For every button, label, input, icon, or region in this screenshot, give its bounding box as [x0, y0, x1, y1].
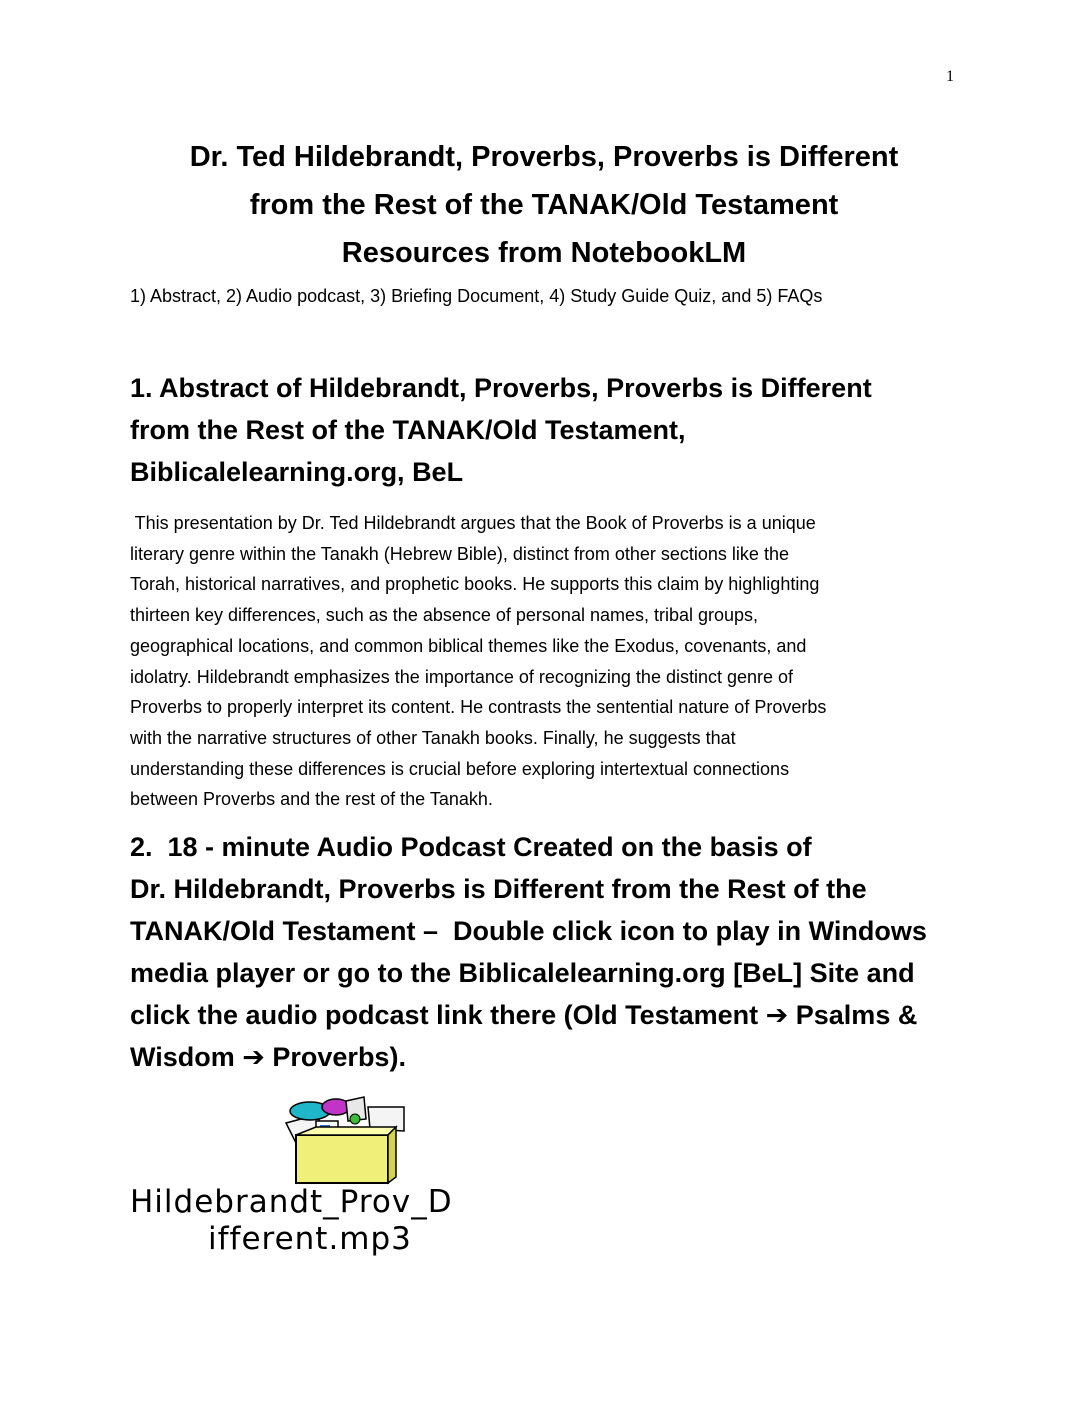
heading-line: Biblicalelearning.org, BeL	[130, 457, 464, 487]
filename-line: Hildebrandt_Prov_D	[130, 1184, 453, 1220]
title-line: Dr. Ted Hildebrandt, Proverbs, Proverbs is Different	[189, 141, 899, 173]
paragraph-line: between Proverbs and the rest of the Tanakh.	[130, 789, 493, 810]
paragraph-line: with the narrative structures of other Tanakh books. Finally, he suggests that	[130, 727, 736, 748]
heading-text: Wisdom	[130, 1042, 243, 1072]
abstract-heading	[130, 367, 970, 493]
heading-line	[130, 1036, 970, 1078]
paragraph-line: geographical locations, and common biblical themes like the Exodus, covenants, and	[130, 635, 807, 656]
title-line: Resources from NotebookLM	[341, 237, 747, 269]
heading-line	[130, 994, 970, 1036]
paragraph-line: idolatry. Hildebrandt emphasizes the importance of recognizing the distinct genre of	[130, 666, 794, 687]
heading-line: from the Rest of the TANAK/Old Testament,	[130, 415, 686, 445]
heading-line: 1. Abstract of Hildebrandt, Proverbs, Proverbs is Different	[130, 373, 872, 403]
podcast-heading	[130, 826, 970, 1078]
paragraph-line: Torah, historical narratives, and prophetic books. He supports this claim by highlighting	[130, 574, 820, 595]
audio-filename[interactable]	[130, 1184, 550, 1258]
contents-list: 1) Abstract, 2) Audio podcast, 3) Briefing Document, 4) Study Guide Quiz, and 5) FAQs	[130, 286, 823, 306]
heading-line: TANAK/Old Testament – Double click icon to play in Windows	[130, 916, 927, 946]
paragraph-line: understanding these differences is crucial before exploring intertextual connections	[130, 758, 790, 779]
abstract-paragraph	[130, 508, 970, 815]
title-line: from the Rest of the TANAK/Old Testament	[249, 189, 839, 221]
paragraph-line: thirteen key differences, such as the absence of personal names, tribal groups,	[130, 605, 759, 626]
heading-line: media player or go to the Biblicalelearning.org [BeL] Site and	[130, 958, 915, 988]
arrow-right-icon: ➔	[765, 1000, 789, 1030]
heading-text: Proverbs).	[264, 1042, 406, 1072]
heading-text: click the audio podcast link there (Old Testament	[130, 1000, 766, 1030]
heading-line: Dr. Hildebrandt, Proverbs is Different from the Rest of the	[130, 874, 867, 904]
document-title	[110, 133, 978, 277]
heading-line: 2. 18 - minute Audio Podcast Created on the basis of	[130, 832, 812, 862]
arrow-right-icon: ➔	[242, 1042, 265, 1072]
audio-file-box-icon[interactable]	[276, 1095, 406, 1187]
heading-text: Psalms &	[788, 1000, 918, 1030]
page-number: 1	[946, 68, 954, 85]
paragraph-line: Proverbs to properly interpret its content. He contrasts the sentential nature of Proverbs	[130, 697, 827, 718]
paragraph-line: literary genre within the Tanakh (Hebrew Bible), distinct from other sections like the	[130, 543, 789, 564]
filename-line: ifferent.mp3	[208, 1221, 412, 1257]
paragraph-line: This presentation by Dr. Ted Hildebrandt argues that the Book of Proverbs is a unique	[130, 513, 816, 533]
